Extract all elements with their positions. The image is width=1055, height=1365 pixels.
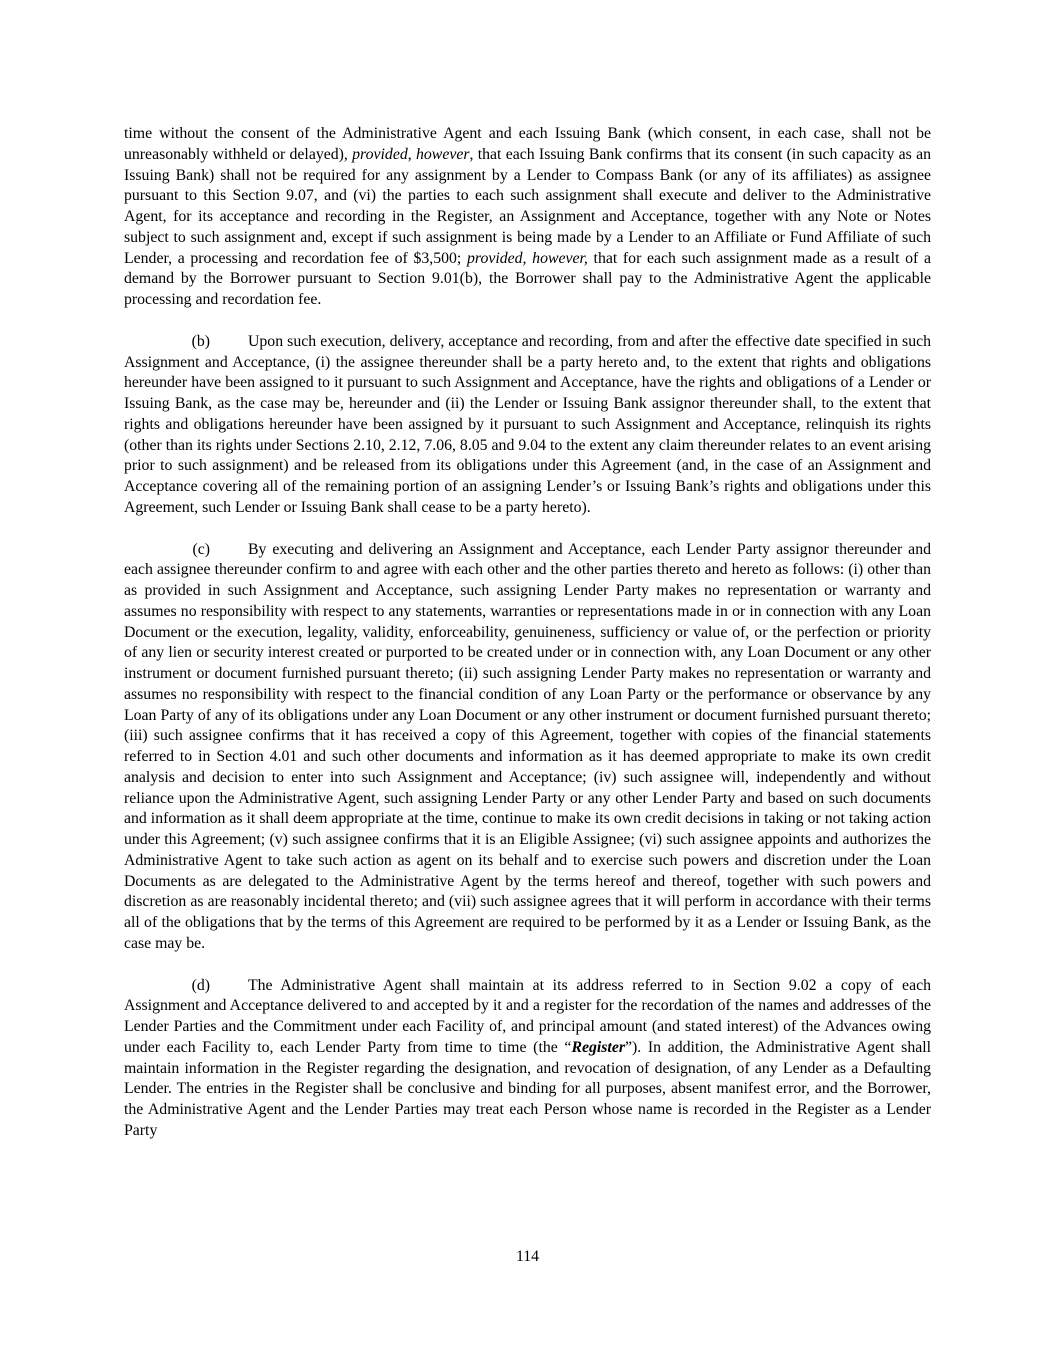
emphasis-provided: provided xyxy=(352,145,408,163)
defined-term-register: Register xyxy=(571,1038,625,1056)
emphasis-provided-however: provided, however, xyxy=(466,249,588,267)
emphasis-however: however xyxy=(415,145,470,163)
text-run: , that each Issuing Bank confirms that its consent (in such capacity as an Issuing Bank) shall not be required for any assignment by a Lender to Compass Bank (or any of its affiliates) as assignee pursuant to this Section 9.07, and (vi) the parties to each such assignment shall execute and deliver to the Administrative Agent, for its acceptance and recording in the Register, an Assignment and Acceptance, together with any Note or Notes subject to such assignment and, except if such assignment is being made by a Lender to an Affiliate or Fund Affiliate of such Lender, a processing and recordation fee of $3,500; xyxy=(124,145,932,267)
text-run: , xyxy=(407,145,416,163)
paragraph-b-text: Upon such execution, delivery, acceptance and recording, from and after the effective date specified in such Assignment and Acceptance, (i) the assignee thereunder shall be a party hereto and, to the extent that rights and obligations hereunder have been assigned to it pursuant to such Assignment and Acceptance, have the rights and obligations of a Lender or Issuing Bank, as the case may be, hereunder and (ii) the Lender or Issuing Bank assignor thereunder shall, to the extent that rights and obligations hereunder have been assigned by it pursuant to such Assignment and Acceptance, relinquish its rights (other than its rights under Sections 2.10, 2.12, 7.06, 8.05 and 9.04 to the extent any claim thereunder relates to an event arising prior to such assignment) and be released from its obligations under this Agreement (and, in the case of an Assignment and Acceptance covering all of the remaining portion of an assigning Lender’s or Issuing Bank’s rights and obligations under this Agreement, such Lender or Issuing Bank shall cease to be a party hereto). xyxy=(124,332,931,516)
paragraph-c xyxy=(124,540,931,955)
paragraph-label-d: (d) xyxy=(191,976,210,994)
document-body xyxy=(124,124,931,1163)
text-run: that for each such assignment made as a result of a demand by the Borrower pursuant to Section 9.01(b), the Borrower shall pay to the Administrative Agent the applicable processing and recordation fee. xyxy=(124,249,931,308)
paragraph-label-c: (c) xyxy=(192,540,210,558)
text-run: ”). In addition, the Administrative Agent shall maintain information in the Register regarding the designation, and revocation of designation, of any Lender as a Defaulting Lender. The entries in the Register shall be conclusive and binding for all purposes, absent manifest error, and the Borrower, the Administrative Agent and the Lender Parties may treat each Person whose name is recorded in the Register as a Lender Party xyxy=(124,1038,932,1139)
text-run: time without the consent of the Administrative Agent and each Issuing Bank (which consent, in each case, shall not be unreasonably withheld or delayed), xyxy=(124,125,931,163)
paragraph-b xyxy=(124,332,931,519)
paragraph-label-b: (b) xyxy=(191,332,210,350)
page-number: 114 xyxy=(515,1248,540,1265)
paragraph-a-continuation xyxy=(124,124,931,311)
paragraph-c-text: By executing and delivering an Assignment and Acceptance, each Lender Party assignor thereunder and each assignee thereunder confirm to and agree with each other and the other parties thereto and hereto as follows: (i) other than as provided in such Assignment and Acceptance, such assigning Lender Party makes no representation or warranty and assumes no responsibility with respect to any statements, warranties or representations made in or in connection with any Loan Document or the execution, legality, validity, enforceability, genuineness, sufficiency or value of, or the perfection or priority of any lien or security interest created or purported to be created under or in connection with, any Loan Document or any other instrument or document furnished pursuant thereto; (ii) such assigning Lender Party makes no representation or warranty and assumes no responsibility with respect to the financial condition of any Loan Party or the performance or observance by any Loan Party of any of its obligations under any Loan Document or any other instrument or document furnished pursuant thereto; (iii) such assignee confirms that it has received a copy of this Agreement, together with copies of the financial statements referred to in Section 4.01 and such other documents and information as it has deemed appropriate to make its own credit analysis and decision to enter into such Assignment and Acceptance; (iv) such assignee will, independently and without reliance upon the Administrative Agent, such assigning Lender Party or any other Lender Party and based on such documents and information as it shall deem appropriate at the time, continue to make its own credit decisions in taking or not taking action under this Agreement; (v) such assignee confirms that it is an Eligible Assignee; (vi) such assignee appoints and authorizes the Administrative Agent to take such action as agent on its behalf and to exercise such powers and discretion under the Loan Documents as are delegated to the Administrative Agent by the terms hereof and thereof, together with such powers and discretion as are reasonably incidental thereto; and (vii) such assignee agrees that it will perform in accordance with their terms all of the obligations that by the terms of this Agreement are required to be performed by it as a Lender or Issuing Bank, as the case may be. xyxy=(124,540,931,952)
paragraph-d xyxy=(124,976,931,1142)
text-run: The Administrative Agent shall maintain at its address referred to in Section 9.02 a copy of each Assignment and Acceptance delivered to and accepted by it and a register for the recordation of the names and addresses of the Lender Parties and the Commitment under each Facility of, and principal amount (and stated interest) of the Advances owing under each Facility to, each Lender Party from time to time (the “ xyxy=(124,976,931,1056)
